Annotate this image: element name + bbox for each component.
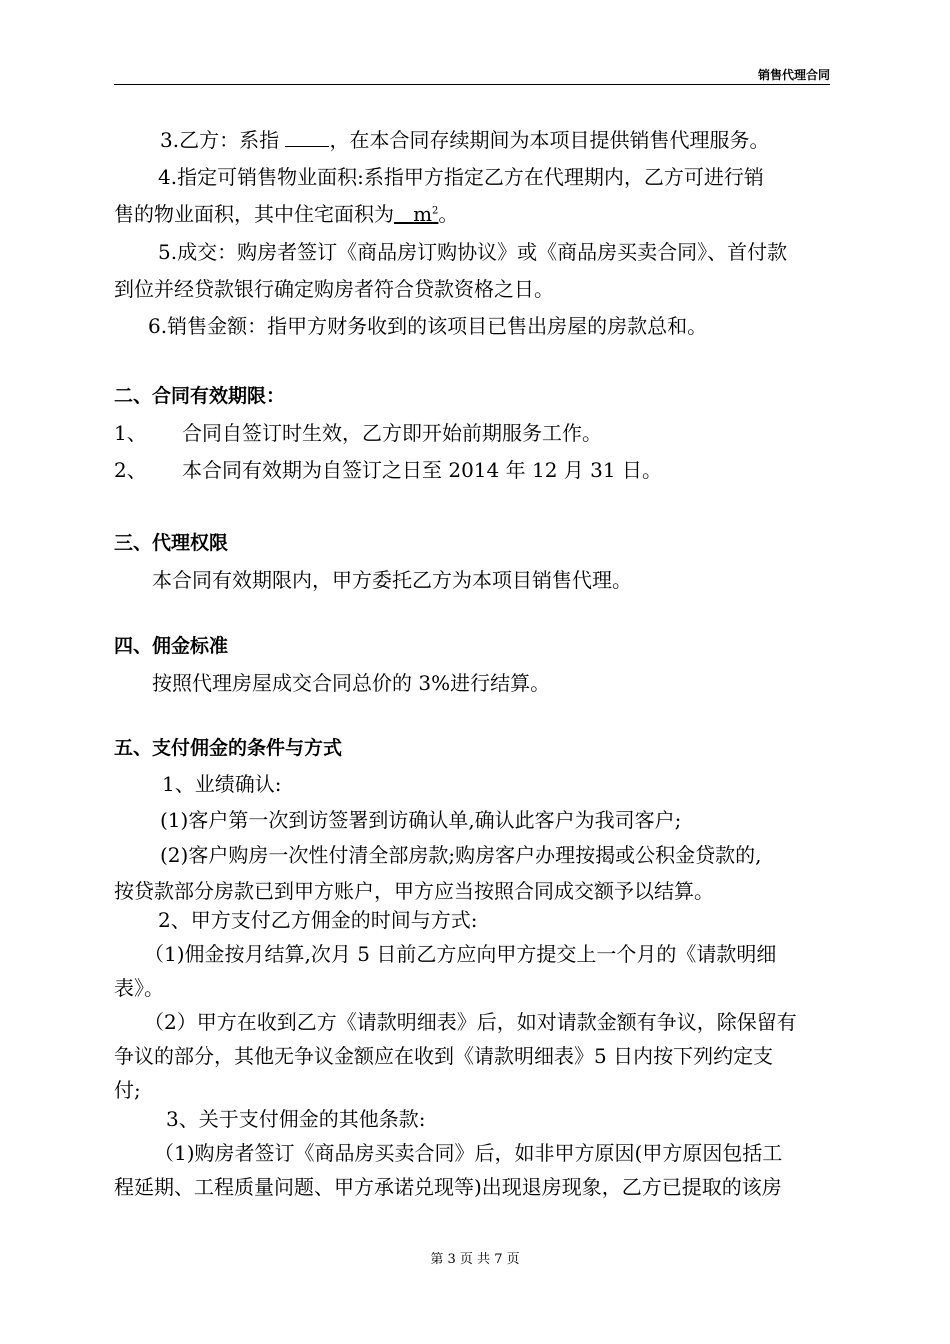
definition-3-text-end: ，在本合同存续期间为本项目提供销售代理服务。 — [329, 128, 770, 152]
definition-6: 6.销售金额：指甲方财务收到的该项目已售出房屋的房款总和。 — [148, 314, 708, 338]
definition-3 — [160, 128, 769, 150]
definition-5-line-2: 到位并经贷款银行确定购房者符合贷款资格之日。 — [114, 277, 554, 301]
definition-3-text: 3.乙方：系指 — [160, 128, 286, 152]
header-title: 销售代理合同 — [757, 68, 830, 82]
page-header — [114, 62, 830, 85]
section-3-body: 本合同有效期限内，甲方委托乙方为本项目销售代理。 — [152, 568, 632, 592]
section-4-title: 四、佣金标准 — [114, 635, 229, 657]
section-4-body: 按照代理房屋成交合同总价的 3%进行结算。 — [152, 671, 551, 695]
definition-4-line-2 — [114, 204, 458, 224]
section-5-c1-line-2: 程延期、工程质量问题、甲方承诺兑现等)出现退房现象，乙方已提取的该房 — [114, 1175, 782, 1199]
section-2-title: 二、合同有效期限： — [114, 385, 286, 407]
section-5-b1-line-1: （1)佣金按月结算,次月 5 日前乙方应向甲方提交上一个月的《请款明细 — [144, 942, 777, 966]
section-2-item-2-num: 2、 — [114, 458, 147, 482]
section-5-b1-line-2: 表》。 — [114, 976, 164, 1000]
section-2-item-1-num: 1、 — [114, 421, 147, 445]
section-5-c: 3、关于支付佣金的其他条款: — [166, 1107, 426, 1131]
blank-party-b — [285, 128, 329, 147]
section-5-title: 五、支付佣金的条件与方式 — [114, 737, 343, 759]
definition-4-text: 售的物业面积，其中住宅面积为 — [114, 202, 394, 226]
section-2-item-1: 合同自签订时生效，乙方即开始前期服务工作。 — [182, 421, 602, 445]
page-footer: 第 3 页 共 7 页 — [430, 1252, 520, 1267]
definition-5-line-1: 5.成交：购房者签订《商品房订购协议》或《商品房买卖合同》、首付款 — [158, 240, 788, 264]
section-5-c1-line-1: （1)购房者签订《商品房买卖合同》后，如非甲方原因(甲方原因包括工 — [154, 1141, 783, 1165]
section-5-b2-line-1: （2）甲方在收到乙方《请款明细表》后，如对请款金额有争议，除保留有 — [144, 1010, 797, 1034]
section-5-a: 1、业绩确认: — [162, 772, 282, 796]
area-unit: m — [413, 202, 433, 226]
section-5-a2-line-2: 按贷款部分房款已到甲方账户，甲方应当按照合同成交额予以结算。 — [114, 879, 714, 903]
section-5-a2-line-1: (2)客户购房一次性付清全部房款;购房客户办理按揭或公积金贷款的, — [160, 843, 762, 867]
section-5-b2-line-2: 争议的部分，其他无争议金额应在收到《请款明细表》5 日内按下列约定支 — [114, 1044, 774, 1068]
definition-4-end: 。 — [438, 202, 459, 226]
area-unit-sup: 2 — [432, 205, 439, 217]
definition-4-line-1: 4.指定可销售物业面积:系指甲方指定乙方在代理期内，乙方可进行销 — [158, 165, 764, 189]
area-blank — [394, 202, 438, 226]
section-5-b: 2、甲方支付乙方佣金的时间与方式: — [158, 908, 478, 932]
section-5-a1: (1)客户第一次到访签署到访确认单,确认此客户为我司客户; — [160, 808, 682, 832]
section-5-b2-line-3: 付; — [114, 1078, 141, 1102]
section-2-item-2: 本合同有效期为自签订之日至 2014 年 12 月 31 日。 — [182, 458, 662, 482]
section-3-title: 三、代理权限 — [114, 532, 229, 554]
